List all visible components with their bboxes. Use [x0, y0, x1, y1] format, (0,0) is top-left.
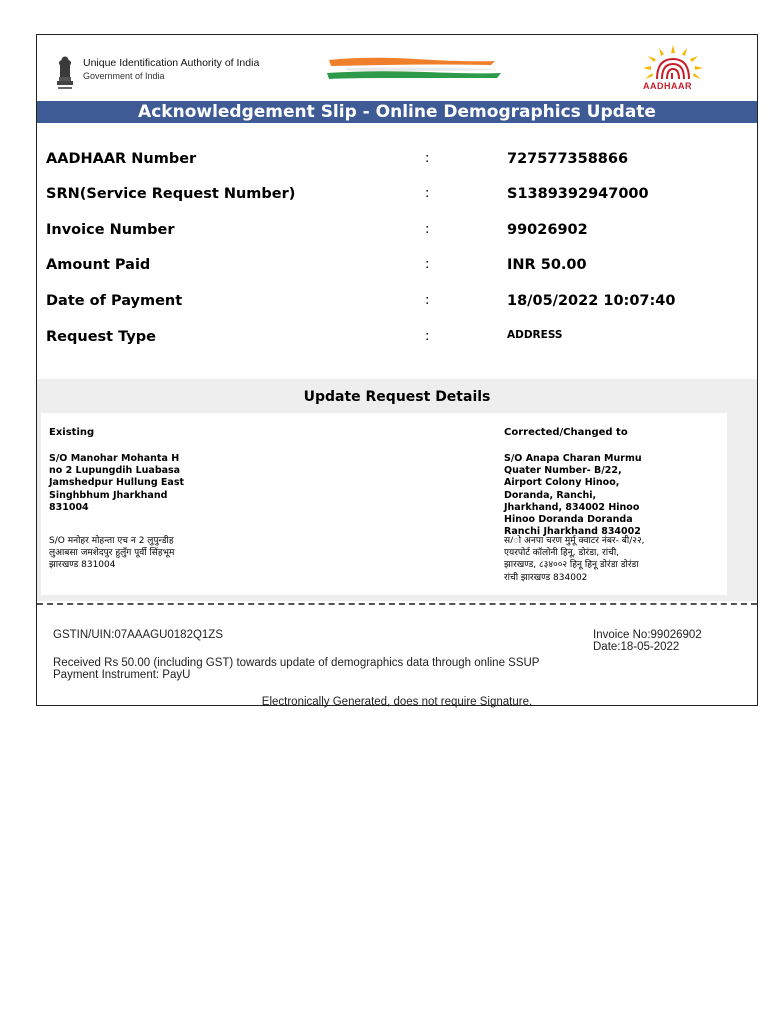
field-row-amount	[37, 257, 757, 277]
update-request-section	[37, 379, 757, 601]
acknowledgement-slip	[36, 34, 758, 706]
field-separator: :	[425, 257, 430, 272]
field-separator: :	[425, 293, 430, 308]
changed-address-local: स/ो अनपा चरण मुर्मू क्वाटर नंबर- बी/२२, एयरपोर्ट कॉलोनी हिनू, डोरंडा, रांची, झारखण्ड, ८३४००२ हिनू हिनू डोरंडा डोरंडा रांची झारखण्ड 834002	[504, 536, 645, 583]
field-value: 99026902	[507, 222, 588, 238]
payment-received-text: Received Rs 50.00 (including GST) towards update of demographics data through online SSUP	[53, 657, 540, 669]
field-value: 727577358866	[507, 151, 629, 167]
field-value: INR 50.00	[507, 257, 587, 273]
field-row-date	[37, 293, 757, 313]
field-label: AADHAAR Number	[46, 151, 197, 167]
page-title: Acknowledgement Slip - Online Demographics Update	[37, 101, 757, 123]
existing-address: S/O Manohar Mohanta H no 2 Lupungdih Luabasa Jamshedpur Hullung East Singhbhum Jharkhand 831004	[49, 453, 185, 513]
field-row-invoice	[37, 222, 757, 242]
field-label: Invoice Number	[46, 222, 175, 238]
field-label: Amount Paid	[46, 257, 151, 273]
field-value: ADDRESS	[507, 329, 563, 341]
field-separator: :	[425, 222, 430, 237]
government-name: Government of India	[83, 71, 165, 81]
invoice-number-text: Invoice No:99026902	[593, 629, 702, 641]
field-label: Date of Payment	[46, 293, 183, 309]
issuer-block	[83, 57, 259, 83]
tricolor-brush-icon	[325, 55, 505, 83]
gstin-text: GSTIN/UIN:07AAAGU0182Q1ZS	[53, 629, 224, 641]
field-row-aadhaar	[37, 151, 757, 171]
aadhaar-logo-text: AADHAAR	[643, 81, 692, 91]
field-row-request-type	[37, 329, 757, 349]
issuer-name: Unique Identification Authority of India	[83, 57, 260, 69]
national-emblem-icon	[53, 51, 77, 91]
existing-heading: Existing	[49, 427, 95, 438]
field-separator: :	[425, 151, 430, 166]
field-label: SRN(Service Request Number)	[46, 186, 296, 202]
field-value: S1389392947000	[507, 186, 649, 202]
slip-header	[37, 35, 757, 101]
changed-heading: Corrected/Changed to	[504, 427, 628, 438]
field-label: Request Type	[46, 329, 156, 345]
signature-note: Electronically Generated, does not require Signature.	[261, 696, 533, 708]
field-separator: :	[425, 186, 430, 201]
invoice-date-text: Date:18-05-2022	[593, 641, 680, 653]
field-row-srn	[37, 186, 757, 206]
existing-address-local: S/O मनोहर मोहन्ता एच न 2 लुपुन्डीह लुआबसा जमशेदपुर हुलुँग पूर्वी सिंहभूम झारखण्ड 831004	[49, 536, 175, 571]
cut-line-divider	[37, 603, 757, 605]
payment-instrument-text: Payment Instrument: PayU	[53, 669, 191, 681]
field-separator: :	[425, 329, 430, 344]
update-section-title: Update Request Details	[303, 389, 491, 405]
update-details-panel	[41, 413, 727, 595]
changed-address: S/O Anapa Charan Murmu Quater Number- B/22, Airport Colony Hinoo, Doranda, Ranchi, Jharkhand, 834002 Hinoo Hinoo Doranda Doranda Ranchi Jharkhand 834002	[504, 453, 642, 538]
field-value: 18/05/2022 10:07:40	[507, 293, 676, 309]
